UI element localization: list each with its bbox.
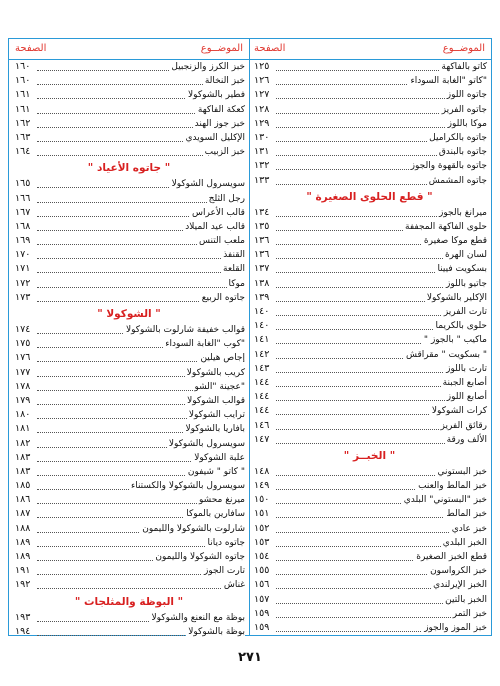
entry-page: ١٤٨	[254, 465, 270, 477]
entry-page: ١٢٧	[254, 89, 270, 101]
dot-leader	[37, 277, 243, 288]
entry-page: ١٥٢	[254, 522, 270, 534]
index-entry	[9, 351, 249, 365]
entry-title: خبز الكرواسون	[428, 564, 487, 578]
entry-title: فطير بالشوكولا	[186, 88, 245, 102]
entry-title: كاتو بالفاكهة	[439, 60, 487, 74]
index-entry	[248, 362, 491, 376]
entry-page: ١٤٦	[254, 419, 270, 431]
index-entry	[9, 60, 249, 74]
entry-title: قالب عيد الميلاد	[183, 220, 245, 234]
index-entry	[9, 192, 249, 206]
entry-page: ١٧٨	[15, 380, 31, 392]
index-entry	[248, 507, 491, 521]
entry-title: جاتوه ديانا	[205, 536, 245, 550]
entry-page: ١٦٠	[15, 61, 31, 72]
entry-title: قطع الخبز الصغيرة	[414, 550, 487, 564]
entry-title: " ماكيب " بالجوز	[422, 333, 487, 347]
entry-title: قالب الأعراس	[190, 206, 245, 220]
entry-title: جاتوه اللوز	[445, 88, 487, 102]
index-entry	[9, 74, 249, 88]
entry-page: ١٥٥	[254, 565, 270, 577]
entry-page: ١٧٤	[15, 324, 31, 335]
index-entry	[9, 507, 249, 521]
entry-title: علبة الشوكولا	[192, 451, 245, 465]
dot-leader	[37, 248, 243, 259]
entry-title: كرات الشوكولا	[430, 404, 487, 418]
entry-page: ١٩١	[15, 565, 31, 577]
entry-page: ١٢٦	[254, 75, 270, 87]
entry-title: سويسرول بالشوكولا	[167, 437, 245, 451]
index-entry	[248, 117, 491, 131]
entry-title: كوب "الغابة السوداء"	[163, 337, 245, 351]
entry-title: رجل الثلج	[207, 192, 245, 206]
entry-title: رقائق الفريز	[439, 419, 488, 433]
entry-title: ملعب التنس	[197, 234, 245, 248]
entry-title: بسكويت فيينا	[435, 262, 487, 276]
entry-page: ١٨٢	[15, 437, 31, 449]
entry-title: كعكة الفاكهة	[196, 103, 245, 117]
index-column-left	[9, 39, 250, 635]
entry-title: الإكليل السويدي	[184, 131, 245, 145]
entry-page: ١٥٣	[254, 536, 270, 548]
entry-title: موكا باللوز	[446, 117, 487, 131]
index-entry	[9, 493, 249, 507]
entry-title: خبز النخالة	[203, 74, 245, 88]
entry-page: ١٨٣	[15, 451, 31, 463]
entry-page: ١٨٠	[15, 409, 31, 421]
entry-page: ١٣٧	[254, 263, 270, 275]
index-entry	[248, 234, 491, 248]
entry-page: ١٨٩	[15, 551, 31, 562]
entry-page: ١٦٦	[15, 192, 31, 204]
index-entry	[248, 88, 491, 102]
entry-page: ١٦٩	[15, 235, 31, 247]
entry-page: ١٧٦	[15, 352, 31, 364]
entry-title: جاتوه بالكراميل	[427, 131, 487, 145]
entry-page: ١٨٨	[15, 522, 31, 534]
entry-title: ترايب الشوكولا	[187, 408, 245, 422]
section-heading: " جاتوه الأعياد "	[87, 162, 171, 175]
index-entry	[9, 366, 249, 380]
entry-page: ١٤٣	[254, 362, 270, 374]
index-entry	[9, 220, 249, 234]
entry-page: ١٨٣	[15, 465, 31, 477]
index-entry	[248, 74, 491, 88]
entry-title: خبز المالط	[444, 507, 487, 521]
entry-title: تارت الفريز	[442, 305, 487, 319]
entry-title: أصابع اللوز	[445, 390, 487, 404]
entry-title: الألف ورقة	[445, 433, 487, 447]
entry-page: ١٦١	[15, 89, 31, 101]
entry-page: ١٣٨	[254, 277, 270, 289]
entry-title: خبز الزبيب	[203, 145, 245, 159]
entry-page: ١٦١	[15, 103, 31, 115]
index-entry	[9, 131, 249, 145]
entry-title: القنفذ	[221, 248, 245, 262]
entry-title: بوظة بالشوكولا	[186, 625, 245, 639]
index-entry	[9, 611, 249, 625]
index-entry	[9, 323, 249, 337]
index-entry	[248, 522, 491, 536]
entry-title: الخبز الإيرلندي	[431, 578, 487, 592]
entry-title: خبز جوز الهند	[193, 117, 245, 131]
index-entry	[248, 564, 491, 578]
index-entry	[248, 550, 491, 564]
entry-page: ١٦٢	[15, 117, 31, 129]
index-entry	[9, 394, 249, 408]
index-entry	[9, 234, 249, 248]
entry-page: ١٧١	[15, 263, 31, 275]
entry-page: ١٢٨	[254, 103, 270, 115]
index-entry	[248, 60, 491, 74]
section-heading: " الشوكولا "	[97, 308, 161, 320]
entry-page: ١٣٤	[254, 206, 270, 218]
entry-title: القلعة	[221, 262, 245, 276]
entry-title: ميرنغ محشو	[197, 493, 245, 507]
index-entry	[248, 607, 491, 621]
index-entry	[9, 248, 249, 262]
entry-title: خبز المالط والعنب	[416, 479, 487, 493]
index-entry	[9, 337, 249, 351]
index-entry	[248, 305, 491, 319]
entry-page: ١٥٦	[254, 579, 270, 591]
entry-page: ١٦٠	[15, 75, 31, 87]
header-page: الصفحة	[254, 43, 286, 54]
index-entry	[248, 333, 491, 347]
section-heading: " الخبــز "	[343, 449, 396, 462]
entry-page: ١٣٦	[254, 249, 270, 261]
entry-page: ١٧٣	[15, 291, 31, 303]
entry-page: ١٤٤	[254, 391, 270, 403]
index-entry	[248, 348, 491, 362]
index-entry	[9, 578, 249, 592]
entry-title: لسان الهرة	[443, 248, 487, 262]
index-entry	[248, 593, 491, 607]
index-entry	[9, 103, 249, 117]
index-entry	[248, 536, 491, 550]
index-entry	[248, 145, 491, 159]
entry-page: ١٧٧	[15, 366, 31, 378]
entry-title: قوالب خفيفة شارلوت بالشوكولا	[124, 323, 245, 337]
header-topic: الموضــوع	[442, 43, 485, 54]
entry-page: ١٥٩	[254, 607, 270, 619]
entry-title: الإكلير بالشوكولا	[425, 291, 487, 305]
entry-title: سويسرول بالشوكولا والكستناء	[129, 479, 245, 493]
index-entry	[9, 522, 249, 536]
entry-page: ١٤٤	[254, 376, 270, 388]
entry-page: ١٤٤	[254, 405, 270, 417]
index-entry	[9, 536, 249, 550]
entry-title: خبز الكرز والزنجبيل	[169, 60, 245, 74]
index-entry	[248, 206, 491, 220]
index-entry	[9, 117, 249, 131]
index-column-right	[248, 39, 491, 635]
entry-page: ١٩٤	[15, 625, 31, 637]
index-entry	[248, 319, 491, 333]
index-entry	[248, 621, 491, 635]
entry-page: ١٦٣	[15, 131, 31, 143]
index-entry	[9, 625, 249, 639]
entry-title: الخبز البلدي	[441, 536, 487, 550]
index-entry	[9, 88, 249, 102]
entry-page: ١٥٧	[254, 593, 270, 605]
entry-page: ١٩٢	[15, 579, 31, 591]
index-table	[8, 38, 492, 636]
header-page: الصفحة	[15, 43, 47, 54]
index-entry	[9, 437, 249, 451]
entry-title: خبز عادي	[450, 522, 487, 536]
index-entry	[248, 159, 491, 173]
entry-page: ١٥١	[254, 508, 270, 520]
index-entry	[9, 262, 249, 276]
entry-title: خبز "البستوني" البلدي	[402, 493, 487, 507]
column-header	[9, 39, 249, 60]
page-number: ٢٧١	[238, 650, 262, 665]
index-entry	[9, 479, 249, 493]
entry-title: جاتوه الفريز	[440, 103, 487, 117]
entry-page: ١٣٩	[254, 291, 270, 303]
entry-title: تارت باللوز	[444, 362, 487, 376]
entry-title: بوظة مع النعنع والشوكولا	[150, 611, 245, 625]
entry-page: ١٦٥	[15, 178, 31, 190]
entry-title: أصابع الجبنة	[441, 376, 487, 390]
entry-title: إجاص هيلين	[198, 351, 245, 365]
index-entry	[248, 376, 491, 390]
dot-leader	[37, 578, 243, 589]
dot-leader	[37, 262, 243, 273]
entry-title: خبز التمر	[451, 607, 487, 621]
index-entry	[9, 422, 249, 436]
entry-page: ١٥٠	[254, 494, 270, 506]
index-entry	[248, 390, 491, 404]
entry-title: جاتيو باللوز	[444, 277, 487, 291]
index-entry	[9, 177, 249, 191]
index-entry	[248, 493, 491, 507]
entry-title: بسكويت " مقراقش "	[404, 348, 487, 362]
header-topic: الموضــوع	[200, 43, 243, 54]
entry-title: جاتوه الشوكولا والليمون	[153, 550, 245, 564]
entry-page: ١٥٩	[254, 621, 270, 633]
entry-title: سافارين بالموكا	[184, 507, 245, 521]
entry-page: ١٣٦	[254, 235, 270, 247]
entry-page: ١٢٥	[254, 61, 270, 72]
index-entry	[9, 277, 249, 291]
entry-title: خبز البستوني	[436, 465, 487, 479]
section-heading: " قطع الحلوى الصغيرة "	[306, 190, 433, 203]
entry-page: ١٣٠	[254, 131, 270, 143]
index-entry	[248, 131, 491, 145]
index-entry	[248, 248, 491, 262]
index-entry	[248, 291, 491, 305]
index-entry	[9, 145, 249, 159]
index-entry	[248, 433, 491, 447]
entry-page: ١٢٩	[254, 117, 270, 129]
entry-title: بافاريا بالشوكولا	[184, 422, 245, 436]
index-entry	[9, 408, 249, 422]
entry-page: ١٦٧	[15, 206, 31, 218]
entry-title: جاتوه بالقهوة والجوز	[409, 159, 487, 173]
entry-title: حلوى الفاكهة المجففة	[403, 220, 487, 234]
index-entry	[9, 451, 249, 465]
index-entry	[248, 262, 491, 276]
entry-title: جاتوه بالبندق	[437, 145, 487, 159]
entry-title: خبز الموز والجوز	[422, 621, 487, 635]
entry-page: ١٨٦	[15, 494, 31, 506]
entry-page: ١٨٥	[15, 480, 31, 492]
entry-page: ١٨٧	[15, 508, 31, 520]
entry-page: ١٤٠	[254, 320, 270, 332]
entry-page: ١٣١	[254, 146, 270, 158]
entry-title: قطع موكا صغيرة	[422, 234, 487, 248]
entry-page: ١٩٣	[15, 611, 31, 623]
entry-title: ميرانغ بالجوز	[437, 206, 487, 220]
index-entry	[248, 404, 491, 418]
index-entry	[9, 380, 249, 394]
entry-title: كاتو " شيفون "	[186, 465, 245, 479]
index-entry	[9, 564, 249, 578]
entry-page: ١٧٥	[15, 338, 31, 350]
index-entry	[248, 277, 491, 291]
index-entry	[248, 103, 491, 117]
index-entry	[9, 550, 249, 564]
entry-page: ١٨١	[15, 423, 31, 435]
index-entry	[248, 465, 491, 479]
entry-page: ١٤٠	[254, 306, 270, 317]
entry-title: تارت الجوز	[202, 564, 245, 578]
entry-page: ١٣٥	[254, 220, 270, 232]
entry-page: ١٧٩	[15, 394, 31, 406]
entry-page: ١٨٩	[15, 536, 31, 548]
entry-page: ١٦٤	[15, 146, 31, 158]
entry-title: موكا	[227, 277, 246, 291]
entry-title: شارلوت بالشوكولا والليمون	[140, 522, 245, 536]
entry-page: ١٣٣	[254, 174, 270, 186]
index-entry	[9, 291, 249, 305]
entry-title: الخبز بالتين	[443, 593, 487, 607]
index-entry	[248, 220, 491, 234]
entry-title: جاتوه المشمش	[427, 174, 487, 188]
entry-title: غناش	[222, 578, 245, 592]
entry-title: عجينة "الشو"	[193, 380, 246, 394]
entry-page: ١٤٩	[254, 480, 270, 492]
index-entry	[248, 479, 491, 493]
entry-title: سويسرول الشوكولا	[170, 177, 245, 191]
entry-page: ١٦٨	[15, 220, 31, 232]
index-entry	[248, 578, 491, 592]
entry-page: ١٤٢	[254, 348, 270, 360]
section-heading: " البوظة والمثلجات "	[74, 595, 184, 608]
entry-title: حلوى بالكريما	[434, 319, 487, 333]
column-header	[248, 39, 491, 60]
entry-title: كريب بالشوكولا	[185, 366, 245, 380]
entry-title: كاتو "الغابة السوداء"	[408, 74, 487, 88]
index-entry	[9, 465, 249, 479]
index-entry	[248, 174, 491, 188]
entry-title: جاتوه الربيع	[200, 291, 245, 305]
entry-page: ١٧٠	[15, 249, 31, 261]
entry-page: ١٥٤	[254, 551, 270, 562]
entry-page: ١٧٢	[15, 277, 31, 289]
entry-title: قوالب الشوكولا	[185, 394, 245, 408]
index-entry	[9, 206, 249, 220]
entry-page: ١٤١	[254, 334, 270, 346]
entry-page: ١٤٧	[254, 433, 270, 445]
entry-page: ١٣٢	[254, 160, 270, 172]
index-entry	[248, 419, 491, 433]
